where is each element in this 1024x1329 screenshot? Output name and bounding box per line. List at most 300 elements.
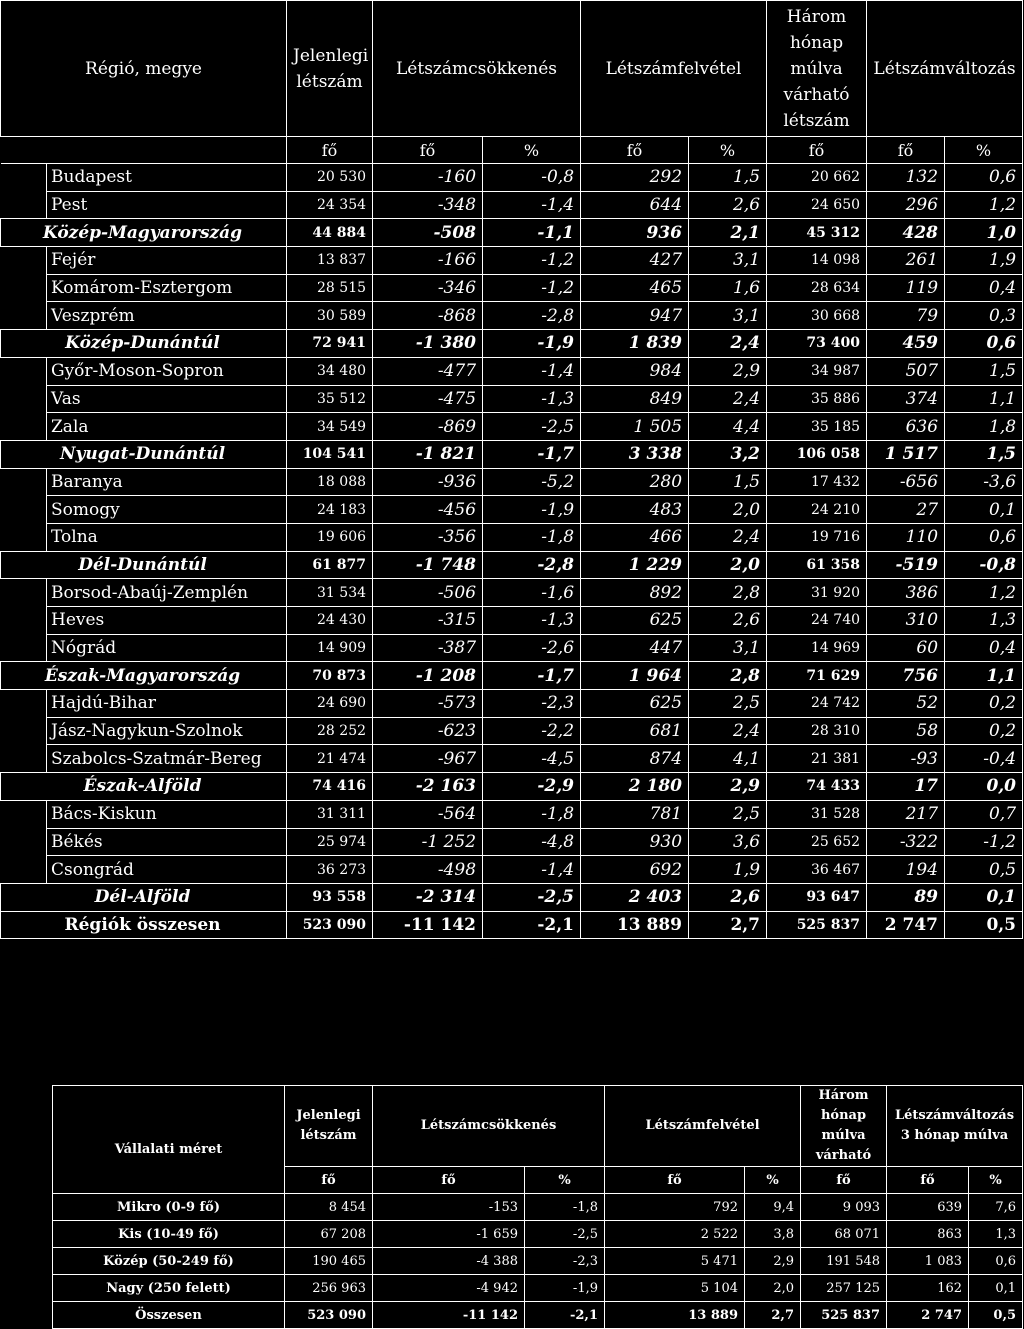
indent-cell <box>1 523 47 551</box>
cell-chg-pct: 1,2 <box>945 579 1023 607</box>
cell-chg-pct: 1,1 <box>945 385 1023 413</box>
row-label: Baranya <box>47 468 287 496</box>
unit-cell: fő <box>287 137 373 164</box>
cell-exp: 61 358 <box>767 551 867 579</box>
cell-cur: 8 454 <box>285 1194 373 1221</box>
cell-cur: 24 430 <box>287 607 373 635</box>
table-row <box>1 413 1023 441</box>
cell-dec-pct: -2,8 <box>483 551 581 579</box>
cell-cur: 14 909 <box>287 634 373 662</box>
unit-cell: % <box>745 1167 801 1194</box>
row-label: Nyugat-Dunántúl <box>1 440 287 468</box>
cell-hire-pct: 4,1 <box>689 745 767 773</box>
cell-chg-pct: 1,5 <box>945 357 1023 385</box>
cell-exp: 20 662 <box>767 164 867 192</box>
cell-cur: 72 941 <box>287 330 373 358</box>
cell-cur: 31 311 <box>287 800 373 828</box>
cell-hire: 681 <box>581 717 689 745</box>
cell-cur: 34 480 <box>287 357 373 385</box>
cell-dec: -315 <box>373 607 483 635</box>
unit-cell: fő <box>887 1167 969 1194</box>
cell-chg: 27 <box>867 496 945 524</box>
cell-hire-pct: 2,6 <box>689 607 767 635</box>
row-label: Veszprém <box>47 302 287 330</box>
cell-dec: -348 <box>373 191 483 219</box>
table-row <box>1 828 1023 856</box>
cell-hire-pct: 3,1 <box>689 634 767 662</box>
row-label: Nagy (250 felett) <box>53 1275 285 1302</box>
cell-dec-pct: -1,8 <box>525 1194 605 1221</box>
cell-hire: 2 522 <box>605 1221 745 1248</box>
indent-cell <box>1 690 47 718</box>
table-row <box>1 690 1023 718</box>
cell-chg: 636 <box>867 413 945 441</box>
cell-hire-pct: 3,6 <box>689 828 767 856</box>
cell-dec-pct: -1,9 <box>525 1275 605 1302</box>
cell-cur: 25 974 <box>287 828 373 856</box>
row-label: Tolna <box>47 523 287 551</box>
table-row <box>1 607 1023 635</box>
cell-dec: -869 <box>373 413 483 441</box>
header-decrease: Létszámcsökkenés <box>373 1 581 137</box>
cell-chg: 1 517 <box>867 440 945 468</box>
cell-hire: 1 964 <box>581 662 689 690</box>
cell-hire: 849 <box>581 385 689 413</box>
cell-exp: 24 740 <box>767 607 867 635</box>
cell-chg-pct: 0,0 <box>945 773 1023 801</box>
table-row <box>1 800 1023 828</box>
cell-chg: 110 <box>867 523 945 551</box>
table-row <box>53 1248 1023 1275</box>
indent-cell <box>1 607 47 635</box>
row-label: Dél-Alföld <box>1 883 287 911</box>
unit-spacer <box>1 137 287 164</box>
cell-exp: 191 548 <box>801 1248 887 1275</box>
table-row <box>1 579 1023 607</box>
cell-dec-pct: -1,9 <box>483 496 581 524</box>
company-size-table <box>52 1085 1023 1329</box>
cell-cur: 70 873 <box>287 662 373 690</box>
cell-dec: -564 <box>373 800 483 828</box>
indent-cell <box>1 274 47 302</box>
header-size: Vállalati méret <box>53 1086 285 1194</box>
cell-chg: 296 <box>867 191 945 219</box>
row-label: Dél-Dunántúl <box>1 551 287 579</box>
cell-hire-pct: 2,0 <box>689 551 767 579</box>
cell-chg-pct: 0,2 <box>945 690 1023 718</box>
header-decrease: Létszámcsökkenés <box>373 1086 605 1167</box>
cell-cur: 523 090 <box>287 911 373 939</box>
cell-chg-pct: 0,1 <box>945 883 1023 911</box>
cell-chg-pct: 0,3 <box>945 302 1023 330</box>
indent-cell <box>1 579 47 607</box>
cell-hire-pct: 2,8 <box>689 579 767 607</box>
cell-hire-pct: 2,7 <box>745 1302 801 1329</box>
cell-hire-pct: 2,6 <box>689 191 767 219</box>
cell-exp: 35 185 <box>767 413 867 441</box>
cell-chg: -656 <box>867 468 945 496</box>
cell-dec: -11 142 <box>373 1302 525 1329</box>
cell-exp: 21 381 <box>767 745 867 773</box>
cell-hire-pct: 1,5 <box>689 468 767 496</box>
cell-hire-pct: 4,4 <box>689 413 767 441</box>
cell-dec: -346 <box>373 274 483 302</box>
cell-dec: -498 <box>373 856 483 884</box>
region-subtotal-row <box>1 219 1023 247</box>
row-label: Mikro (0-9 fő) <box>53 1194 285 1221</box>
row-label: Észak-Magyarország <box>1 662 287 690</box>
cell-exp: 45 312 <box>767 219 867 247</box>
cell-hire: 292 <box>581 164 689 192</box>
cell-exp: 24 210 <box>767 496 867 524</box>
cell-hire: 781 <box>581 800 689 828</box>
cell-dec-pct: -2,1 <box>483 911 581 939</box>
cell-hire-pct: 2,5 <box>689 690 767 718</box>
cell-hire-pct: 2,4 <box>689 523 767 551</box>
cell-cur: 31 534 <box>287 579 373 607</box>
cell-cur: 74 416 <box>287 773 373 801</box>
header-expected: Három hónap múlva várható <box>801 1086 887 1167</box>
cell-hire: 13 889 <box>581 911 689 939</box>
row-label: Somogy <box>47 496 287 524</box>
row-label: Borsod-Abaúj-Zemplén <box>47 579 287 607</box>
cell-chg: 756 <box>867 662 945 690</box>
cell-chg-pct: -1,2 <box>945 828 1023 856</box>
cell-hire-pct: 1,5 <box>689 164 767 192</box>
cell-dec: -506 <box>373 579 483 607</box>
cell-chg: -93 <box>867 745 945 773</box>
header-change: Létszámváltozás 3 hónap múlva <box>887 1086 1023 1167</box>
cell-dec: -4 942 <box>373 1275 525 1302</box>
cell-dec: -166 <box>373 247 483 275</box>
cell-dec: -936 <box>373 468 483 496</box>
cell-dec-pct: -1,8 <box>483 800 581 828</box>
cell-dec: -160 <box>373 164 483 192</box>
cell-dec: -2 314 <box>373 883 483 911</box>
cell-dec-pct: -2,9 <box>483 773 581 801</box>
unit-cell: fő <box>373 137 483 164</box>
unit-cell: % <box>689 137 767 164</box>
cell-dec: -1 252 <box>373 828 483 856</box>
cell-chg: 374 <box>867 385 945 413</box>
cell-chg: 162 <box>887 1275 969 1302</box>
table-row <box>53 1275 1023 1302</box>
unit-cell: fő <box>867 137 945 164</box>
cell-dec: -1 208 <box>373 662 483 690</box>
cell-hire: 447 <box>581 634 689 662</box>
cell-hire-pct: 2,1 <box>689 219 767 247</box>
indent-cell <box>1 413 47 441</box>
cell-dec-pct: -1,9 <box>483 330 581 358</box>
indent-cell <box>1 717 47 745</box>
cell-exp: 35 886 <box>767 385 867 413</box>
cell-exp: 93 647 <box>767 883 867 911</box>
cell-chg-pct: 0,5 <box>945 856 1023 884</box>
table-row <box>1 856 1023 884</box>
cell-chg: 261 <box>867 247 945 275</box>
cell-dec: -456 <box>373 496 483 524</box>
cell-dec: -11 142 <box>373 911 483 939</box>
indent-cell <box>1 828 47 856</box>
units-row <box>1 137 1023 164</box>
cell-dec: -967 <box>373 745 483 773</box>
cell-exp: 14 098 <box>767 247 867 275</box>
cell-dec: -1 380 <box>373 330 483 358</box>
cell-dec-pct: -2,5 <box>525 1221 605 1248</box>
cell-cur: 35 512 <box>287 385 373 413</box>
table-row <box>1 523 1023 551</box>
indent-cell <box>1 856 47 884</box>
region-subtotal-row <box>1 662 1023 690</box>
row-label: Pest <box>47 191 287 219</box>
unit-cell: fő <box>801 1167 887 1194</box>
cell-dec-pct: -1,4 <box>483 357 581 385</box>
cell-hire: 874 <box>581 745 689 773</box>
cell-cur: 36 273 <box>287 856 373 884</box>
indent-cell <box>1 385 47 413</box>
table-row <box>1 164 1023 192</box>
table-row <box>1 634 1023 662</box>
cell-hire-pct: 1,9 <box>689 856 767 884</box>
cell-dec-pct: -1,3 <box>483 385 581 413</box>
cell-dec: -2 163 <box>373 773 483 801</box>
cell-cur: 523 090 <box>285 1302 373 1329</box>
row-label: Közép (50-249 fő) <box>53 1248 285 1275</box>
cell-exp: 525 837 <box>767 911 867 939</box>
cell-chg: -322 <box>867 828 945 856</box>
cell-dec-pct: -4,5 <box>483 745 581 773</box>
cell-dec-pct: -2,1 <box>525 1302 605 1329</box>
cell-chg: -519 <box>867 551 945 579</box>
cell-chg: 119 <box>867 274 945 302</box>
cell-chg-pct: 1,8 <box>945 413 1023 441</box>
row-label: Régiók összesen <box>1 911 287 939</box>
region-subtotal-row <box>1 330 1023 358</box>
cell-exp: 24 742 <box>767 690 867 718</box>
cell-cur: 24 354 <box>287 191 373 219</box>
cell-chg-pct: -3,6 <box>945 468 1023 496</box>
table-row <box>1 717 1023 745</box>
row-label: Csongrád <box>47 856 287 884</box>
unit-cell: fő <box>373 1167 525 1194</box>
cell-hire-pct: 2,7 <box>689 911 767 939</box>
header-region: Régió, megye <box>1 1 287 137</box>
cell-dec-pct: -1,3 <box>483 607 581 635</box>
cell-cur: 34 549 <box>287 413 373 441</box>
header-current: Jelenlegi létszám <box>287 1 373 137</box>
cell-hire-pct: 2,0 <box>745 1275 801 1302</box>
cell-hire: 2 403 <box>581 883 689 911</box>
cell-cur: 28 515 <box>287 274 373 302</box>
indent-cell <box>1 496 47 524</box>
cell-cur: 104 541 <box>287 440 373 468</box>
cell-chg-pct: 7,6 <box>969 1194 1023 1221</box>
unit-cell: fő <box>581 137 689 164</box>
cell-cur: 20 530 <box>287 164 373 192</box>
unit-cell: fő <box>605 1167 745 1194</box>
indent-cell <box>1 745 47 773</box>
cell-chg: 639 <box>887 1194 969 1221</box>
cell-dec: -623 <box>373 717 483 745</box>
row-label: Kis (10-49 fő) <box>53 1221 285 1248</box>
cell-hire-pct: 2,9 <box>689 773 767 801</box>
region-subtotal-row <box>1 440 1023 468</box>
cell-dec-pct: -2,3 <box>483 690 581 718</box>
cell-dec: -1 748 <box>373 551 483 579</box>
cell-chg: 52 <box>867 690 945 718</box>
cell-hire: 465 <box>581 274 689 302</box>
table-row <box>1 745 1023 773</box>
cell-hire: 792 <box>605 1194 745 1221</box>
cell-dec-pct: -1,6 <box>483 579 581 607</box>
row-label: Szabolcs-Szatmár-Bereg <box>47 745 287 773</box>
cell-chg: 89 <box>867 883 945 911</box>
cell-dec-pct: -1,7 <box>483 662 581 690</box>
cell-chg-pct: 1,3 <box>969 1221 1023 1248</box>
cell-exp: 28 634 <box>767 274 867 302</box>
cell-chg-pct: 0,6 <box>969 1248 1023 1275</box>
cell-cur: 61 877 <box>287 551 373 579</box>
cell-hire-pct: 3,1 <box>689 247 767 275</box>
cell-exp: 30 668 <box>767 302 867 330</box>
cell-chg-pct: 1,5 <box>945 440 1023 468</box>
cell-hire: 2 180 <box>581 773 689 801</box>
cell-hire-pct: 2,0 <box>689 496 767 524</box>
indent-cell <box>1 468 47 496</box>
cell-exp: 71 629 <box>767 662 867 690</box>
cell-hire: 892 <box>581 579 689 607</box>
cell-dec: -1 821 <box>373 440 483 468</box>
cell-hire: 936 <box>581 219 689 247</box>
cell-chg-pct: 0,6 <box>945 164 1023 192</box>
table-row <box>1 274 1023 302</box>
cell-exp: 19 716 <box>767 523 867 551</box>
total-row <box>53 1302 1023 1329</box>
cell-exp: 14 969 <box>767 634 867 662</box>
cell-chg: 217 <box>867 800 945 828</box>
row-label: Budapest <box>47 164 287 192</box>
cell-chg-pct: 0,1 <box>945 496 1023 524</box>
unit-cell: % <box>525 1167 605 1194</box>
cell-cur: 93 558 <box>287 883 373 911</box>
cell-chg: 17 <box>867 773 945 801</box>
header-hiring: Létszámfelvétel <box>605 1086 801 1167</box>
table-row <box>1 385 1023 413</box>
cell-hire: 5 471 <box>605 1248 745 1275</box>
cell-chg-pct: 1,9 <box>945 247 1023 275</box>
cell-hire: 1 839 <box>581 330 689 358</box>
cell-dec-pct: -2,5 <box>483 883 581 911</box>
cell-hire-pct: 3,1 <box>689 302 767 330</box>
row-label: Összesen <box>53 1302 285 1329</box>
cell-hire: 984 <box>581 357 689 385</box>
cell-chg: 132 <box>867 164 945 192</box>
indent-cell <box>1 634 47 662</box>
cell-cur: 18 088 <box>287 468 373 496</box>
row-label: Hajdú-Bihar <box>47 690 287 718</box>
cell-dec: -475 <box>373 385 483 413</box>
cell-dec: -387 <box>373 634 483 662</box>
cell-chg-pct: 0,5 <box>945 911 1023 939</box>
cell-cur: 19 606 <box>287 523 373 551</box>
cell-hire: 644 <box>581 191 689 219</box>
table-row <box>1 247 1023 275</box>
indent-cell <box>1 247 47 275</box>
cell-hire-pct: 1,6 <box>689 274 767 302</box>
cell-exp: 9 093 <box>801 1194 887 1221</box>
cell-cur: 67 208 <box>285 1221 373 1248</box>
cell-hire-pct: 2,8 <box>689 662 767 690</box>
cell-cur: 190 465 <box>285 1248 373 1275</box>
cell-dec-pct: -1,2 <box>483 247 581 275</box>
cell-dec-pct: -1,8 <box>483 523 581 551</box>
row-label: Győr-Moson-Sopron <box>47 357 287 385</box>
cell-dec-pct: -1,2 <box>483 274 581 302</box>
cell-exp: 31 528 <box>767 800 867 828</box>
cell-dec: -1 659 <box>373 1221 525 1248</box>
region-subtotal-row <box>1 773 1023 801</box>
cell-chg-pct: 1,0 <box>945 219 1023 247</box>
cell-chg-pct: 0,4 <box>945 634 1023 662</box>
cell-hire-pct: 2,4 <box>689 717 767 745</box>
indent-cell <box>1 302 47 330</box>
cell-chg-pct: 0,7 <box>945 800 1023 828</box>
unit-cell: % <box>483 137 581 164</box>
cell-hire: 5 104 <box>605 1275 745 1302</box>
header-hiring: Létszámfelvétel <box>581 1 767 137</box>
cell-exp: 74 433 <box>767 773 867 801</box>
cell-dec: -153 <box>373 1194 525 1221</box>
unit-cell: % <box>945 137 1023 164</box>
row-label: Békés <box>47 828 287 856</box>
cell-hire-pct: 2,5 <box>689 800 767 828</box>
cell-hire-pct: 2,4 <box>689 330 767 358</box>
cell-dec: -4 388 <box>373 1248 525 1275</box>
table-row <box>1 191 1023 219</box>
cell-dec: -356 <box>373 523 483 551</box>
row-label: Fejér <box>47 247 287 275</box>
cell-chg: 1 083 <box>887 1248 969 1275</box>
cell-exp: 28 310 <box>767 717 867 745</box>
indent-cell <box>1 357 47 385</box>
cell-chg: 507 <box>867 357 945 385</box>
cell-dec-pct: -4,8 <box>483 828 581 856</box>
header-change: Létszámváltozás <box>867 1 1023 137</box>
cell-chg-pct: 0,6 <box>945 523 1023 551</box>
cell-exp: 68 071 <box>801 1221 887 1248</box>
row-label: Bács-Kiskun <box>47 800 287 828</box>
cell-dec-pct: -2,2 <box>483 717 581 745</box>
cell-hire-pct: 2,6 <box>689 883 767 911</box>
row-label: Zala <box>47 413 287 441</box>
cell-hire-pct: 2,9 <box>745 1248 801 1275</box>
cell-dec-pct: -5,2 <box>483 468 581 496</box>
cell-dec-pct: -1,1 <box>483 219 581 247</box>
cell-chg-pct: 0,5 <box>969 1302 1023 1329</box>
table-row <box>1 468 1023 496</box>
cell-dec-pct: -2,6 <box>483 634 581 662</box>
cell-hire-pct: 2,4 <box>689 385 767 413</box>
cell-hire: 692 <box>581 856 689 884</box>
indent-cell <box>1 191 47 219</box>
indent-cell <box>1 164 47 192</box>
cell-chg-pct: 0,1 <box>969 1275 1023 1302</box>
row-label: Vas <box>47 385 287 413</box>
row-label: Közép-Magyarország <box>1 219 287 247</box>
cell-chg: 60 <box>867 634 945 662</box>
cell-chg: 863 <box>887 1221 969 1248</box>
cell-dec-pct: -2,3 <box>525 1248 605 1275</box>
